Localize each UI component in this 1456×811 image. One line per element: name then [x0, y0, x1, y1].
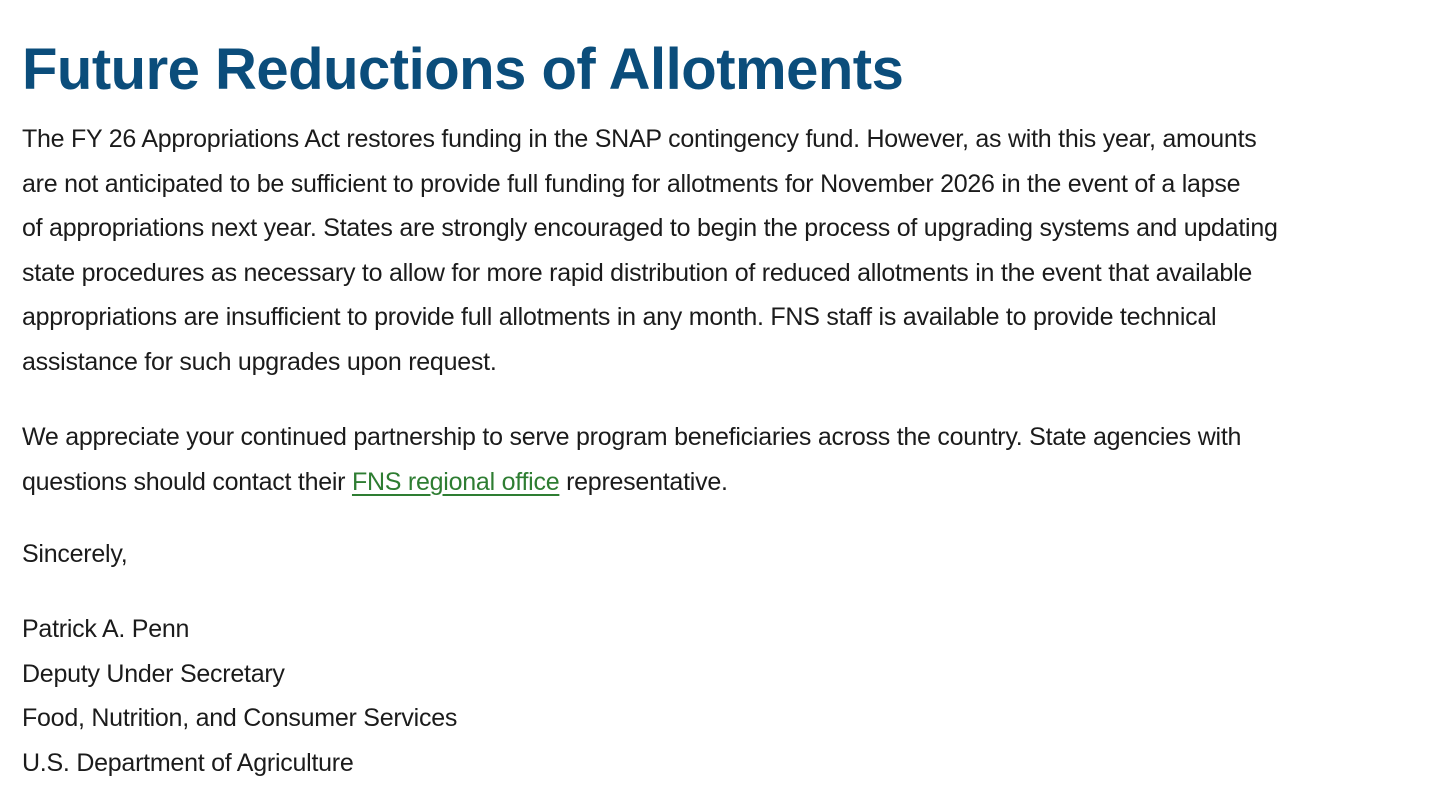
paragraph-line: assistance for such upgrades upon request.	[22, 347, 497, 376]
signature-office: Food, Nutrition, and Consumer Services	[22, 704, 458, 732]
paragraph-text: questions should contact their	[22, 467, 352, 496]
body-paragraph-partnership	[22, 415, 1452, 504]
paragraph-line-with-link	[22, 460, 1452, 505]
signature-title: Deputy Under Secretary	[22, 659, 285, 688]
body-paragraph-funding	[22, 117, 1452, 384]
fns-regional-office-link[interactable]: FNS regional office	[351, 467, 560, 496]
paragraph-text: representative.	[559, 467, 728, 496]
paragraph-line: state procedures as necessary to allow for more rapid distribution of reduced allotments in the event that available	[22, 258, 1253, 287]
paragraph-line: The FY 26 Appropriations Act restores funding in the SNAP contingency fund. However, as with this year, amounts	[22, 125, 1257, 153]
page-title: Future Reductions of Allotments	[22, 37, 904, 102]
signature-name: Patrick A. Penn	[22, 615, 190, 643]
signature-block	[22, 607, 1452, 785]
paragraph-line: We appreciate your continued partnership to serve program beneficiaries across the country. State agencies with	[22, 423, 1242, 451]
signature-department: U.S. Department of Agriculture	[22, 748, 354, 777]
paragraph-line: of appropriations next year. States are strongly encouraged to begin the process of upgrading systems and updating	[22, 214, 1278, 242]
paragraph-line: appropriations are insufficient to provide full allotments in any month. FNS staff is available to provide technical	[22, 303, 1217, 331]
closing-salutation: Sincerely,	[22, 540, 128, 568]
paragraph-line: are not anticipated to be sufficient to provide full funding for allotments for November 2026 in the event of a lapse	[22, 169, 1241, 198]
